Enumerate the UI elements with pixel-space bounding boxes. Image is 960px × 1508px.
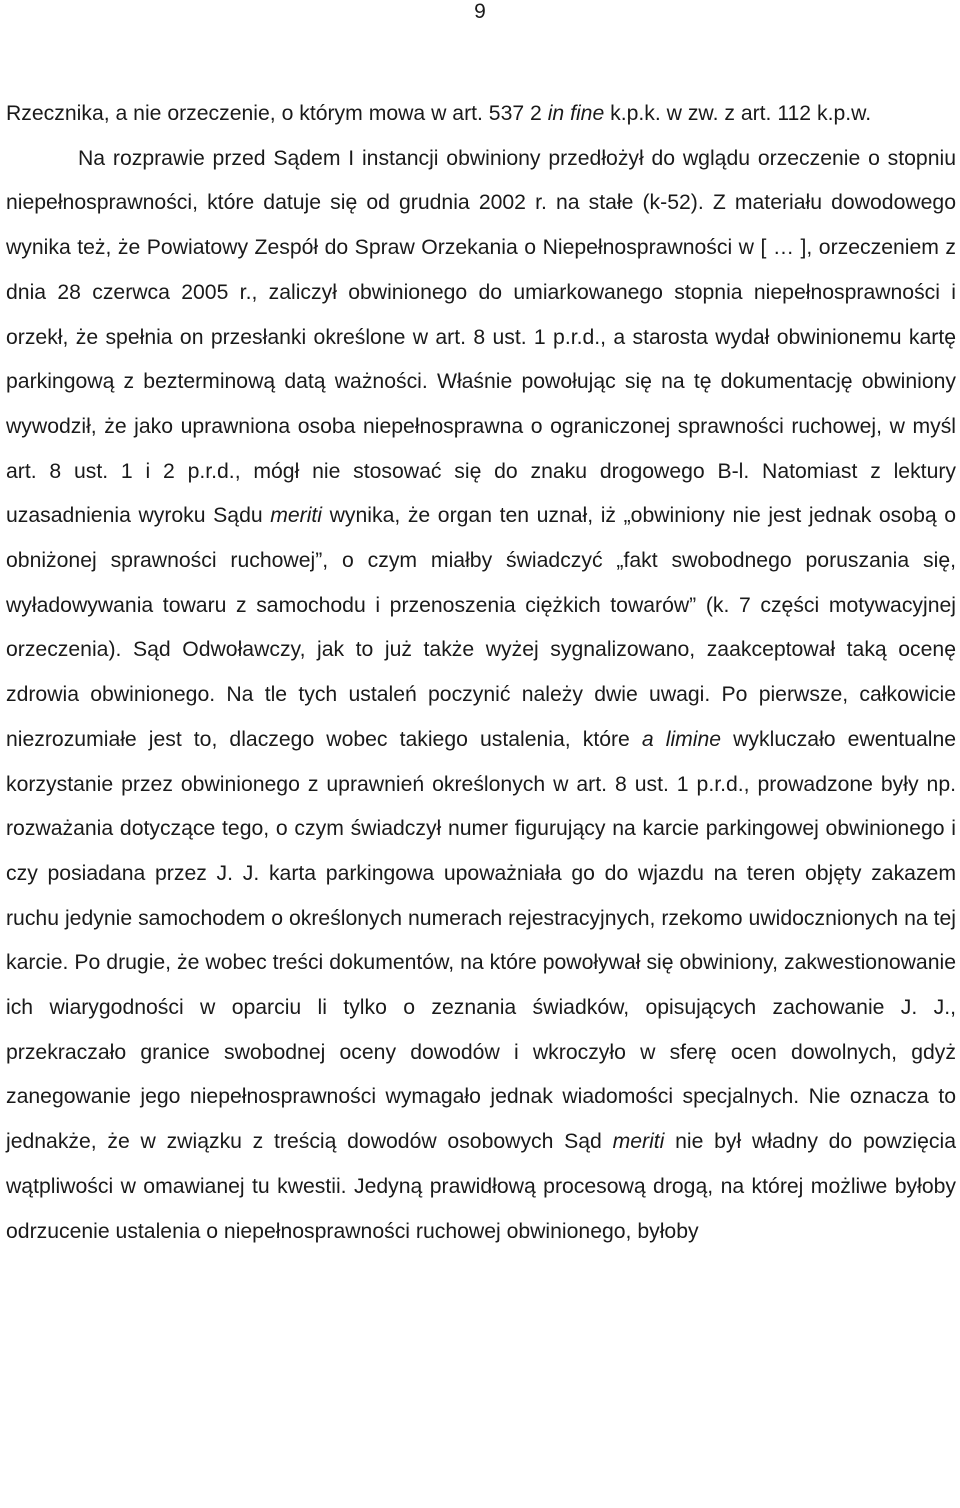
italic-term: a limine <box>641 727 722 751</box>
text-run: nie był władny do powzięcia wątpliwości w omawianej tu kwestii. Jedyną prawidłową procesową drogą, na której możliwe byłoby odrzucenie ustalenia o niepełnosprawności ruchowej obwinionego, byłoby <box>6 1130 956 1243</box>
italic-term: in fine <box>547 102 605 125</box>
text-run: Na rozprawie przed Sądem I instancji obwiniony przedłożył do wglądu orzeczenie o stopniu niepełnosprawności, które datuje się od grudnia 2002 r. na stałe (k-52). Z materiału dowodowego wynika też, że Powiatowy Zespół do Spraw Orzekania o Niepełnosprawności w [ … ], orzeczeniem z dnia 28 czerwca 2005 r., zaliczył obwinionego do umiarkowanego stopnia niepełnosprawności i orzekł, że spełnia on przesłanki określone w art. 8 ust. 1 p.r.d., a starosta wydał obwinionemu kartę parkingową z bezterminową datą ważności. Właśnie powołując się na tę dokumentację obwiniony wywodził, że jako uprawniona osoba niepełnosprawna o ograniczonej sprawności ruchowej, w myśl art. 8 ust. 1 i 2 p.r.d., mógł nie stosować się do znaku drogowego B-l. Natomiast z lektury uzasadnienia wyroku Sądu <box>6 146 956 528</box>
page-number: 9 <box>474 0 486 23</box>
text-run: wykluczało ewentualne korzystanie przez obwinionego z uprawnień określonych w art. 8 ust. 1 p.r.d., prowadzone były np. rozważania dotyczące tego, o czym świadczył numer figurujący na karcie parkingowej obwinionego i czy posiadana przez J. J. karta parkingowa upoważniała go do wjazdu na teren objęty zakazem ruchu jedynie samochodem o określonych numerach rejestracyjnych, rzekomo uwidocznionych na tej karcie. Po drugie, że wobec treści dokumentów, na które powoływał się obwiniony, zakwestionowanie ich wiarygodności w oparciu li tylko o zeznania świadków, opisujących zachowanie J. J., przekraczało granice swobodnej oceny dowodów i wkroczyło w sferę ocen dowolnych, gdyż zanegowanie jego niepełnosprawności wymagało jednak wiadomości specjalnych. Nie oznacza to jednakże, że w związku z treścią dowodów osobowych Sąd <box>6 727 957 1154</box>
document-body <box>6 92 956 1254</box>
paragraph <box>6 92 956 137</box>
paragraph <box>6 137 956 1255</box>
text-run: k.p.k. w zw. z art. 112 k.p.w. <box>604 102 872 125</box>
italic-term: meriti <box>612 1130 665 1154</box>
italic-term: meriti <box>270 504 323 528</box>
text-run: Rzecznika, a nie orzeczenie, o którym mowa w art. 537 2 <box>6 102 548 125</box>
text-run: wynika, że organ ten uznał, iż „obwiniony nie jest jednak osobą o obniżonej sprawności ruchowej”, o czym miałby świadczyć „fakt swobodnego poruszania się, wyładowywania towaru z samochodu i przenoszenia ciężkich towarów” (k. 7 części motywacyjnej orzeczenia). Sąd Odwoławczy, jak to już także wyżej sygnalizowano, zaakceptował taką ocenę zdrowia obwinionego. Na tle tych ustaleń poczynić należy dwie uwagi. Po pierwsze, całkowicie niezrozumiałe jest to, dlaczego wobec takiego ustalenia, które <box>6 504 956 751</box>
